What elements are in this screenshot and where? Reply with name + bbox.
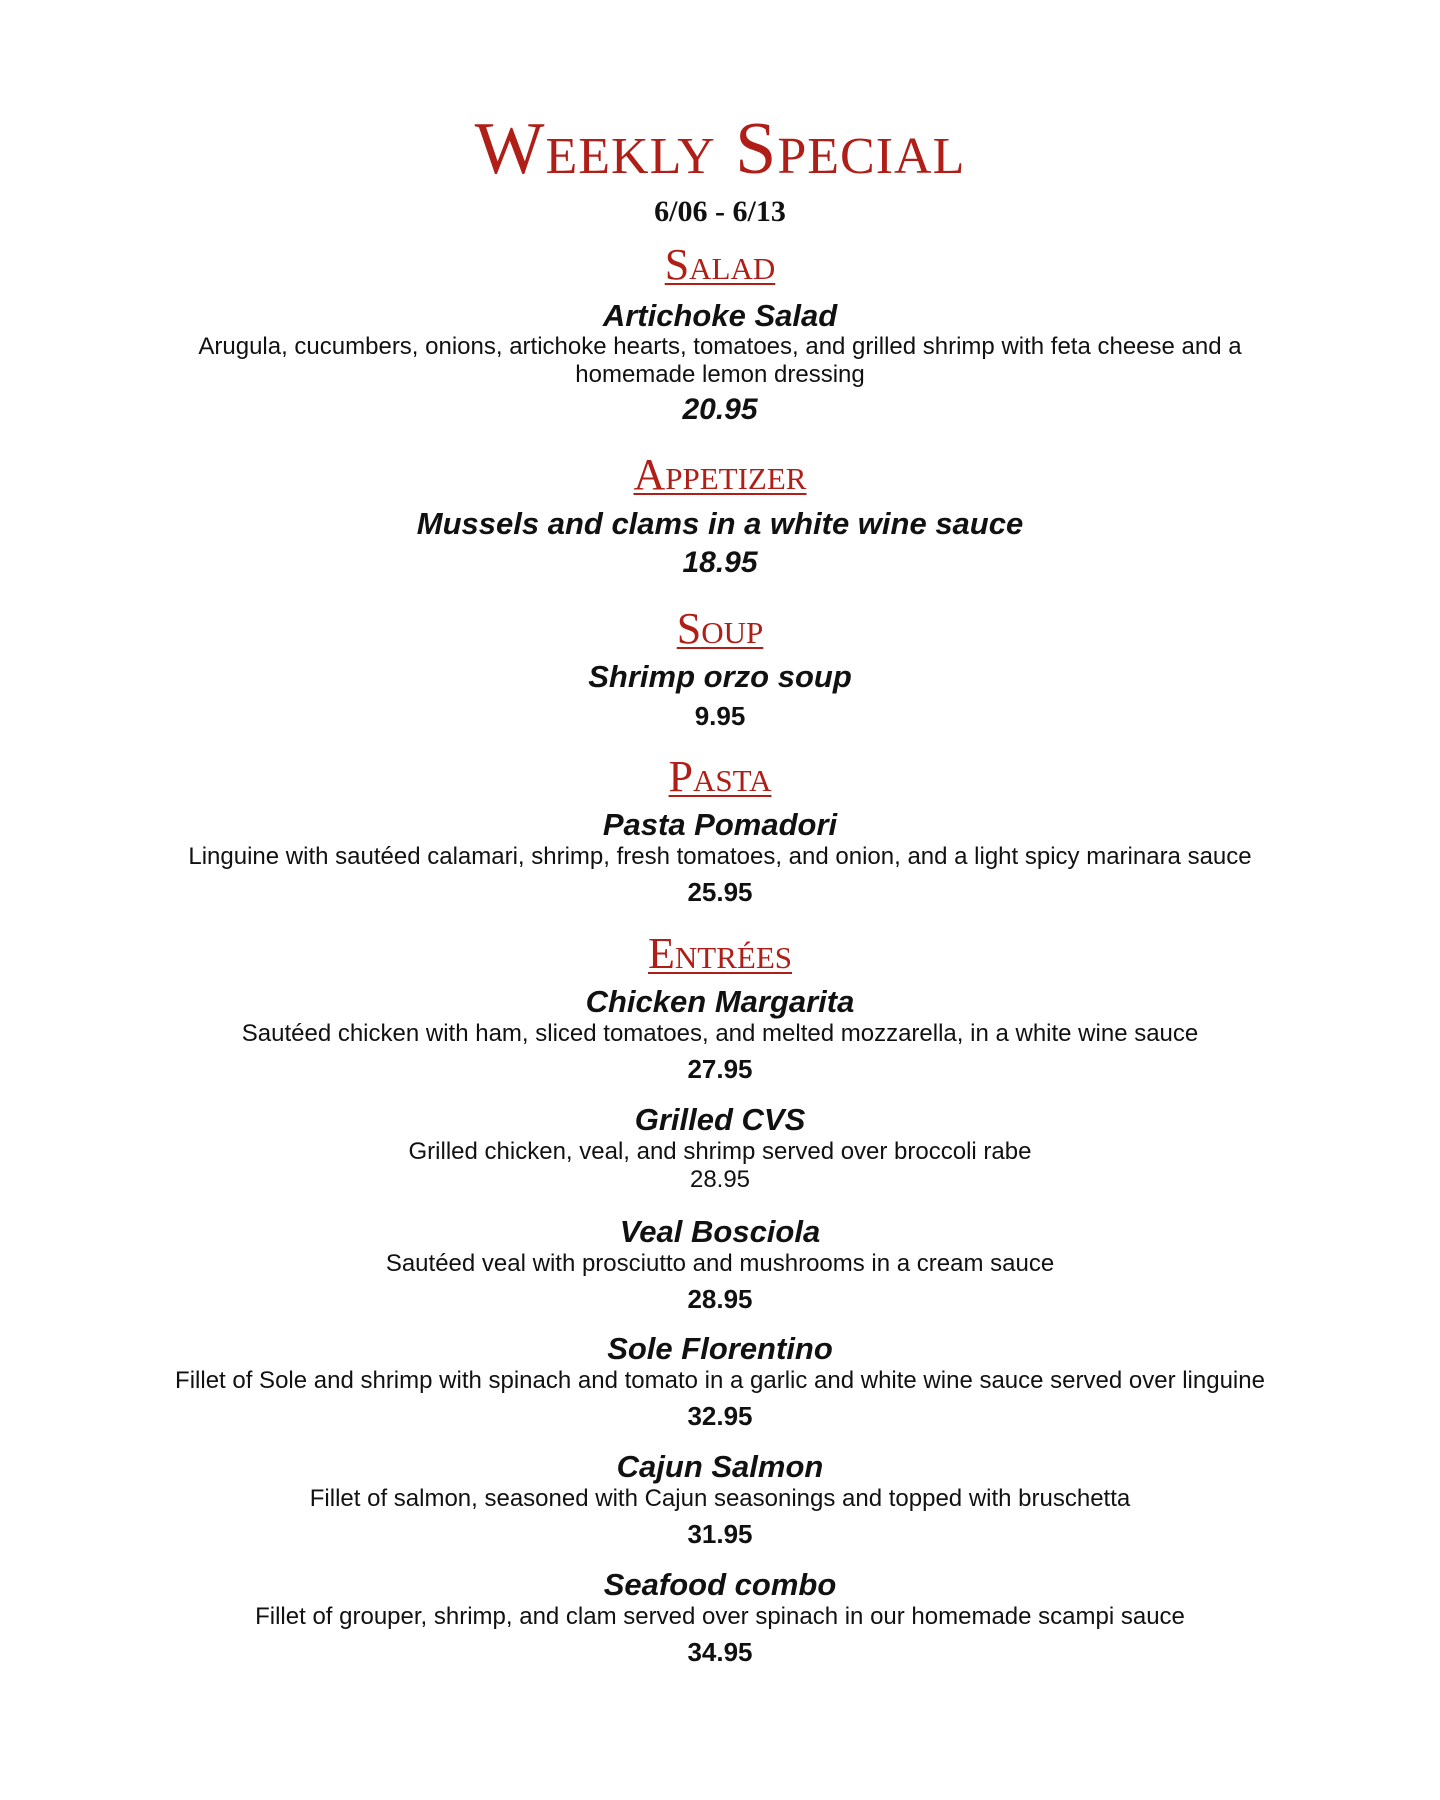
item-description-artichoke-salad-line1: Arugula, cucumbers, onions, artichoke hearts, tomatoes, and grilled shrimp with feta cheese and a [198, 333, 1242, 360]
item-description-grilled-cvs: Grilled chicken, veal, and shrimp served over broccoli rabe [408, 1138, 1032, 1165]
item-price-sole-florentino: 32.95 [687, 1401, 753, 1431]
item-price-pasta-pomadori: 25.95 [687, 877, 753, 907]
item-name-cajun-salmon: Cajun Salmon [616, 1449, 824, 1484]
item-description-chicken-margarita: Sautéed chicken with ham, sliced tomatoes, and melted mozzarella, in a white wine sauce [241, 1020, 1199, 1047]
section-heading-pasta-label: Pasta [668, 752, 772, 801]
item-name-veal-bosciola: Veal Bosciola [619, 1214, 821, 1249]
item-description-veal-bosciola: Sautéed veal with prosciutto and mushrooms in a cream sauce [385, 1250, 1055, 1277]
item-price-grilled-cvs: 28.95 [689, 1166, 751, 1193]
section-heading-soup [0, 603, 1440, 655]
item-name-artichoke-salad: Artichoke Salad [602, 298, 838, 333]
section-heading-soup-label: Soup [676, 604, 764, 653]
item-price-seafood-combo: 34.95 [687, 1637, 753, 1667]
section-heading-entrees-label: Entrées [648, 929, 792, 978]
item-price-shrimp-orzo-soup: 9.95 [694, 701, 746, 731]
item-price-artichoke-salad: 20.95 [682, 393, 758, 426]
item-description-artichoke-salad-line2: homemade lemon dressing [575, 361, 865, 388]
item-description-seafood-combo: Fillet of grouper, shrimp, and clam served over spinach in our homemade scampi sauce [255, 1603, 1185, 1630]
item-name-sole-florentino: Sole Florentino [607, 1331, 833, 1366]
item-price-veal-bosciola: 28.95 [687, 1284, 753, 1314]
item-price-cajun-salmon: 31.95 [687, 1519, 753, 1549]
item-name-pasta-pomadori: Pasta Pomadori [602, 807, 838, 842]
menu-title: Weekly Special [474, 108, 966, 190]
section-heading-salad-label: Salad [664, 240, 776, 289]
item-name-seafood-combo: Seafood combo [603, 1567, 837, 1602]
section-heading-appetizer [0, 449, 1440, 501]
section-heading-appetizer-label: Appetizer [633, 450, 807, 499]
item-name-grilled-cvs: Grilled CVS [634, 1102, 806, 1137]
item-price-mussels-and-clams: 18.95 [682, 546, 758, 579]
section-heading-salad [0, 239, 1440, 291]
item-price-chicken-margarita: 27.95 [687, 1054, 753, 1084]
item-name-shrimp-orzo-soup: Shrimp orzo soup [588, 659, 852, 694]
item-name-chicken-margarita: Chicken Margarita [585, 984, 855, 1019]
menu-dates: 6/06 - 6/13 [654, 195, 786, 228]
section-heading-entrees [0, 928, 1440, 980]
item-description-pasta-pomadori: Linguine with sautéed calamari, shrimp, fresh tomatoes, and onion, and a light spicy marinara sauce [188, 843, 1252, 870]
section-heading-pasta [0, 751, 1440, 803]
item-name-mussels-and-clams: Mussels and clams in a white wine sauce [416, 506, 1024, 541]
item-description-cajun-salmon: Fillet of salmon, seasoned with Cajun seasonings and topped with bruschetta [309, 1485, 1131, 1512]
item-description-sole-florentino: Fillet of Sole and shrimp with spinach and tomato in a garlic and white wine sauce served over linguine [175, 1367, 1265, 1394]
